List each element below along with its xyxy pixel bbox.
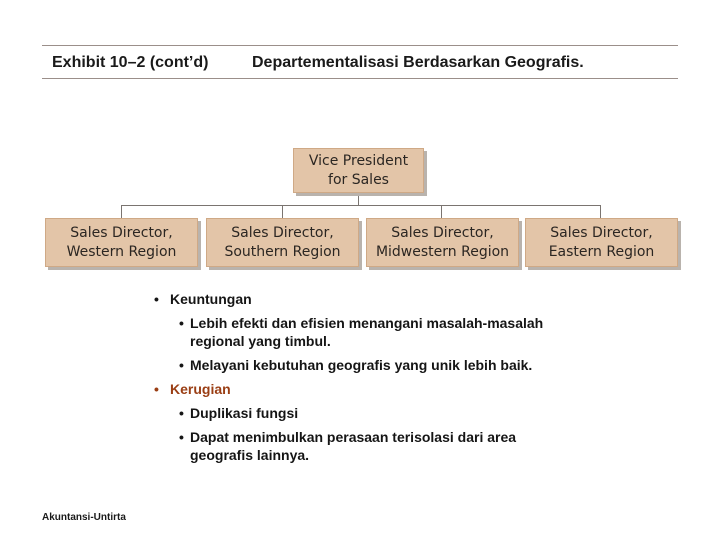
- southern-region-box: [206, 218, 359, 267]
- vp-title-line1: Vice President: [308, 152, 409, 169]
- pros-cons-list: [152, 290, 582, 470]
- pro-item: • Lebih efekti dan efisien menangani masalah-masalah regional yang timbul.: [152, 314, 582, 350]
- con-item: • Dapat menimbulkan perasaan terisolasi dari area geografis lainnya.: [152, 428, 582, 464]
- pro-item: • Melayani kebutuhan geografis yang unik lebih baik.: [152, 356, 582, 374]
- region-line1: Sales Director,: [231, 224, 334, 241]
- connector-horizontal: [121, 205, 600, 206]
- region-line2: Eastern Region: [548, 243, 655, 260]
- pros-heading: • Keuntungan: [152, 290, 582, 308]
- top-rule: [42, 45, 678, 46]
- midwestern-region-box: [366, 218, 519, 267]
- vp-title-line2: for Sales: [328, 171, 389, 188]
- connector-drop-3: [441, 205, 442, 218]
- con-item: • Duplikasi fungsi: [152, 404, 582, 422]
- exhibit-label: Exhibit 10–2 (cont’d): [52, 54, 209, 71]
- region-line1: Sales Director,: [70, 224, 173, 241]
- cons-heading: • Kerugian: [152, 380, 582, 398]
- eastern-region-box: [525, 218, 678, 267]
- region-line1: Sales Director,: [550, 224, 653, 241]
- region-line2: Midwestern Region: [375, 243, 510, 260]
- region-line2: Western Region: [66, 243, 177, 260]
- slide-title: Departementalisasi Berdasarkan Geografis.: [252, 54, 584, 71]
- vice-president-box: [293, 148, 424, 193]
- connector-drop-2: [282, 205, 283, 218]
- region-line2: Southern Region: [224, 243, 341, 260]
- region-line1: Sales Director,: [391, 224, 494, 241]
- western-region-box: [45, 218, 198, 267]
- footer-label: Akuntansi-Untirta: [42, 512, 126, 523]
- title-rule: [42, 78, 678, 79]
- connector-drop-4: [600, 205, 601, 218]
- connector-drop-1: [121, 205, 122, 218]
